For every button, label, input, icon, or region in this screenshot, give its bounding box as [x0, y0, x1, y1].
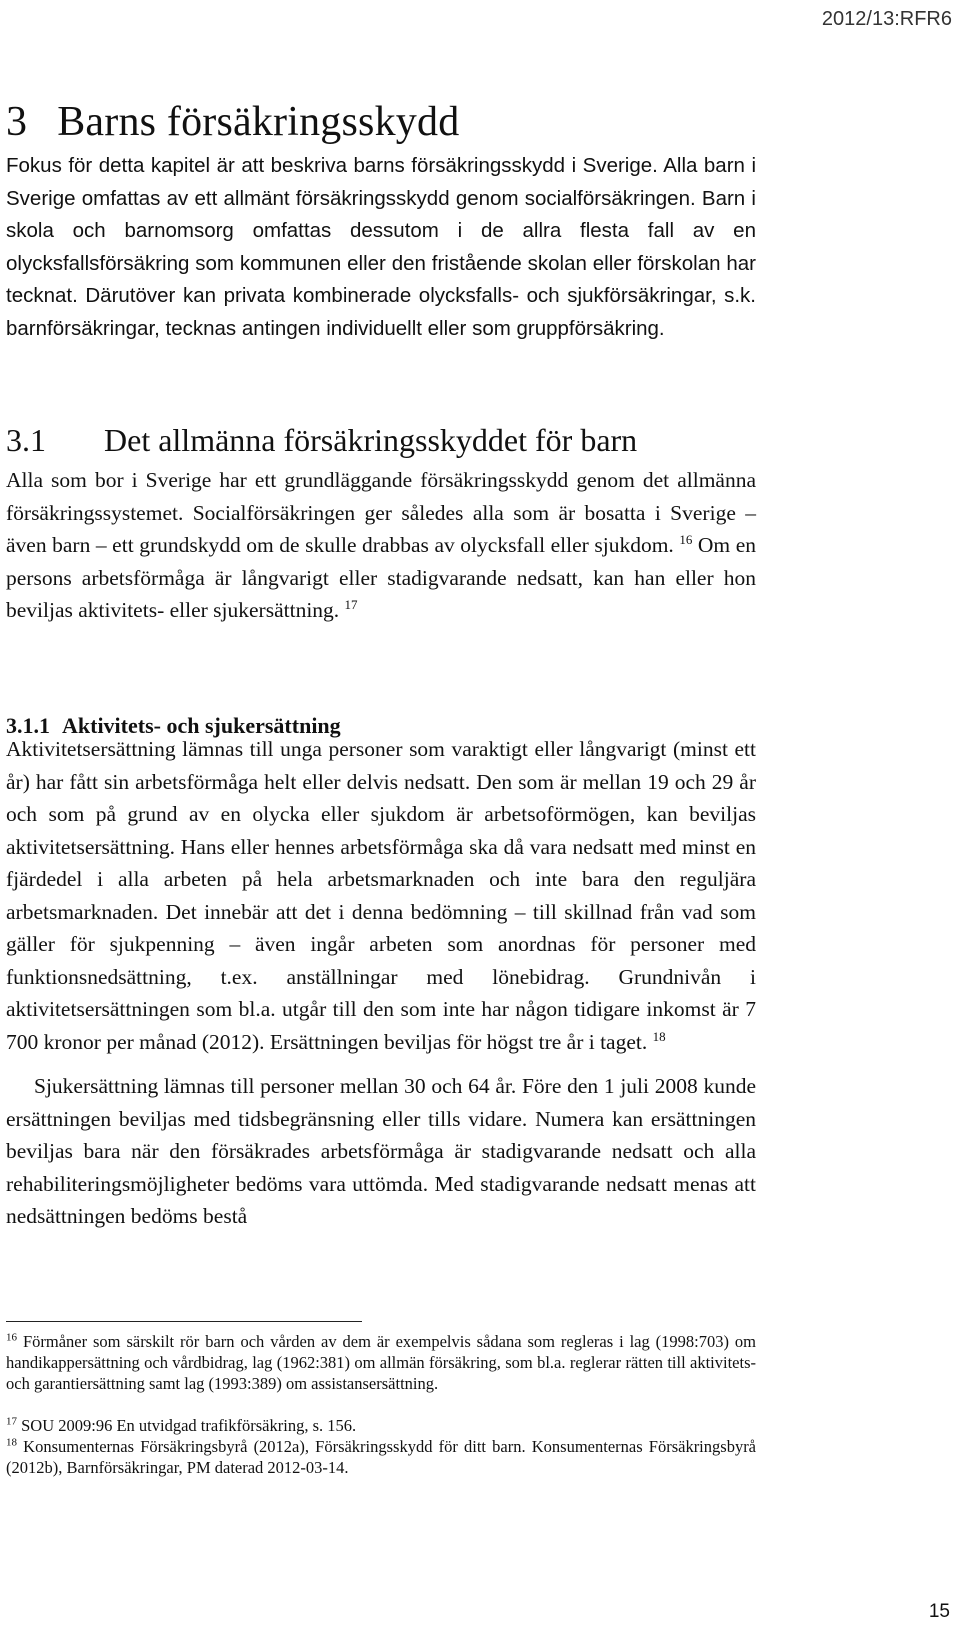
- subsection-number: 3.1.1: [6, 713, 50, 738]
- footnote-divider: [6, 1321, 362, 1322]
- footnote-text: Konsumenternas Försäkringsbyrå (2012a), Försäkringsskydd för ditt barn. Konsumenternas Försäkringsbyrå (2012b), Barnförsäkringar, PM daterad 2012-03-14.: [6, 1437, 757, 1477]
- footnote-16: [6, 1331, 756, 1394]
- page-number: 15: [928, 1601, 950, 1622]
- section-text-a: Alla som bor i Sverige har ett grundläggande försäkringsskydd genom det allmänna försäkringssystemet. Socialförsäkringen ger således alla som är bosatta i Sverige – även barn – ett grundskydd om de skulle drabbas av olycksfall eller sjukdom.: [6, 468, 756, 557]
- chapter-intro: Fokus för detta kapitel är att beskriva barns försäkringsskydd i Sverige. Alla barn i Sverige omfattas av ett allmänt försäkringsskydd genom socialförsäkringen. Barn i skola och barnomsorg omfattas dessutom i de allra flesta fall av en olycksfallsförsäkring som kommunen eller den fristående skolan eller förskolan har tecknat. Därutöver kan privata kombinerade olycksfalls- och sjukförsäkringar, s.k. barnförsäkringar, tecknas antingen individuellt eller som gruppförsäkring.: [6, 154, 756, 340]
- footnote-ref-18: 18: [652, 1028, 666, 1044]
- section-text-b: Om en persons arbetsförmåga är långvarigt eller stadigvarande nedsatt, kan han eller hon beviljas aktivitets- eller sjukersättning.: [6, 533, 756, 622]
- footnote-number: 17: [6, 1415, 17, 1428]
- chapter-heading: [6, 98, 459, 146]
- subsection-title: Aktivitets- och sjukersättning: [62, 713, 341, 738]
- chapter-number: 3: [6, 99, 28, 145]
- footnote-ref-16: 16: [679, 531, 693, 547]
- section-title: Det allmänna försäkringsskyddet för barn: [104, 422, 638, 458]
- footnote-number: 18: [6, 1436, 17, 1449]
- footnote-number: 16: [6, 1331, 17, 1344]
- footnote-18: [6, 1436, 756, 1478]
- footnote-text: SOU 2009:96 En utvidgad trafikförsäkring, s. 156.: [21, 1416, 357, 1435]
- subsection-text-1: Aktivitetsersättning lämnas till unga personer som varaktigt eller långvarigt (minst ett år) har fått sin arbetsförmåga helt eller delvis nedsatt. Den som är mellan 19 och 29 år och som på grund av en olycka eller sjukdom är arbetsoförmögen, kan beviljas aktivitetsersättning. Hans eller hennes arbetsförmåga ska då vara nedsatt med minst en fjärdedel i alla arbeten på hela arbetsmarknaden och inte bara den reguljära arbetsmarknaden. Det innebär att det i denna bedömning – till skillnad från vad som gäller för sjukpenning – även ingår arbeten som anordnas för personer med funktionsnedsättning, t.ex. anställningar med lönebidrag. Grundnivån i aktivitetsersättningen som bl.a. utgår till den som inte har någon tidigare inkomst är 7 700 kronor per månad (2012). Ersättningen beviljas för högst tre år i taget.: [6, 737, 756, 1054]
- footnote-ref-17: 17: [344, 596, 358, 612]
- chapter-title: Barns försäkringsskydd: [57, 99, 460, 145]
- section-number: 3.1: [6, 422, 46, 458]
- footnote-text: Förmåner som särskilt rör barn och vården av dem är exempelvis sådana som regleras i lag (1998:703) om handikappersättning och vårdbidrag, lag (1962:381) om allmän försäkring, som bl.a. reglerar rätten till aktivitets- och garantiersättning samt lag (1993:389) om assistansersättning.: [6, 1332, 757, 1393]
- section-heading: [6, 422, 637, 459]
- subsection-paragraph-1: [6, 733, 756, 1058]
- subsection-paragraph-2: Sjukersättning lämnas till personer mellan 30 och 64 år. Före den 1 juli 2008 kunde ersättningen beviljas med tidsbegränsning eller tills vidare. Numera kan ersättningen beviljas bara när den försäkrades arbetsförmåga är stadigvarande nedsatt och alla rehabiliteringsmöjligheter bedöms vara uttömda. Med stadigvarande nedsatt menas att nedsättningen bedöms bestå: [6, 1074, 756, 1228]
- footnote-17: [6, 1415, 756, 1436]
- section-paragraph: [6, 464, 756, 627]
- document-id: 2012/13:RFR6: [821, 8, 952, 30]
